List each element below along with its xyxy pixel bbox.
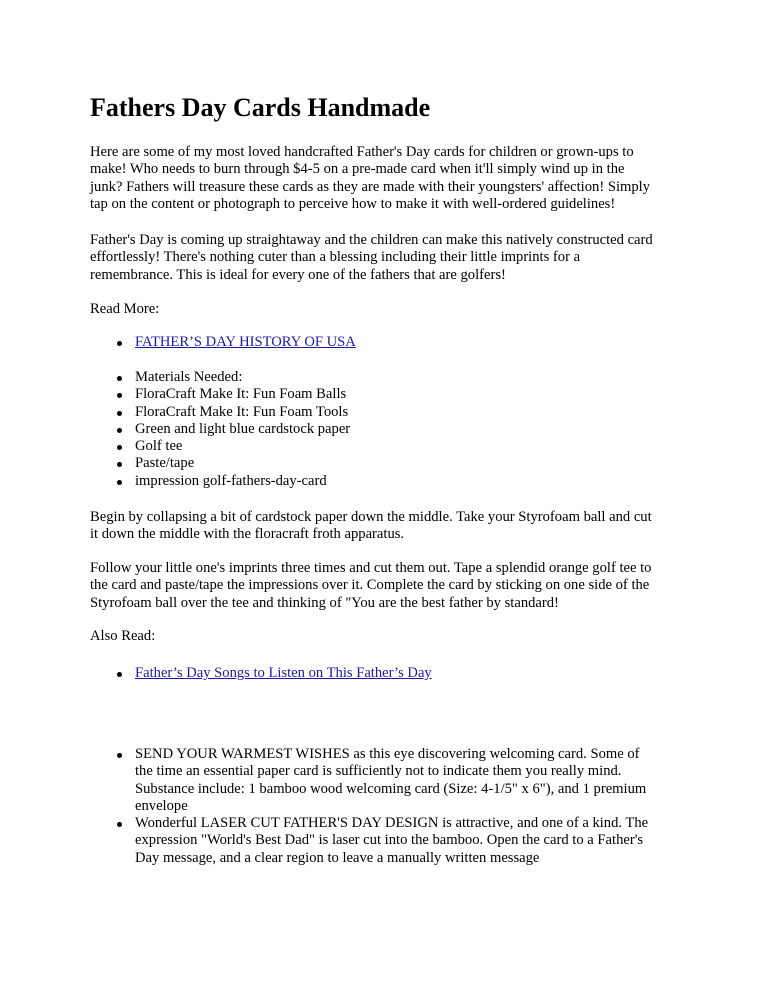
bullet-icon [117,428,122,433]
bullet-icon [117,411,122,416]
material-item: FloraCraft Make It: Fun Foam Tools [135,403,349,420]
paragraph-line: Styrofoam ball over the tee and thinking of "You are the best father by standard! [90,594,559,611]
third-paragraph [90,509,690,544]
intro-line: Here are some of my most loved handcrafted Father's Day cards for children or grown-ups to [90,144,634,160]
material-item: Paste/tape [135,455,195,472]
list-item [90,746,648,815]
material-item: FloraCraft Make It: Fun Foam Balls [135,386,347,403]
list-item [90,404,350,421]
also-read-text: Also Read: [90,628,156,644]
material-item: Materials Needed: [135,369,243,385]
feature-line: SEND YOUR WARMEST WISHES as this eye discovering welcoming card. Some of [135,746,640,762]
list-item [90,473,350,490]
bullet-icon [117,753,122,758]
intro-line: tap on the content or photograph to perceive how to make it with well-ordered guidelines! [90,195,616,212]
bullet-icon [117,376,122,381]
list-item [90,665,432,682]
paragraph-line: Begin by collapsing a bit of cardstock paper down the middle. Take your Styrofoam ball and cut [90,509,652,525]
material-item: Golf tee [135,438,183,455]
paragraph-line: Father's Day is coming up straightaway and the children can make this natively constructed card [90,232,653,248]
also-read-list [90,665,432,682]
feature-line: expression "World's Best Dad" is laser cut into the bamboo. Open the card to a Father's [135,832,644,849]
list-item [90,386,350,403]
paragraph-line: it down the middle with the floracraft froth apparatus. [90,526,405,543]
bullet-icon [117,393,122,398]
read-more-list [90,334,356,351]
intro-paragraph [90,144,690,213]
materials-list [90,369,350,490]
features-list [90,746,648,867]
list-item [90,369,350,386]
read-more-text: Read More: [90,301,160,317]
songs-link[interactable]: Father’s Day Songs to Listen on This Father’s Day [135,665,432,681]
list-item [90,334,356,351]
bullet-icon [117,480,122,485]
also-read-label [90,628,690,645]
material-item: impression golf-fathers-day-card [135,472,327,489]
material-item: Green and light blue cardstock paper [135,420,351,437]
intro-line: junk? Fathers will treasure these cards as they are made with their youngsters' affection! Simply [90,178,650,195]
intro-line: make! Who needs to burn through $4-5 on a pre-made card when it'll simply wind up in the [90,161,625,178]
paragraph-line: Follow your little one's imprints three times and cut them out. Tape a splendid orange golf tee to [90,560,652,576]
second-paragraph [90,232,690,284]
paragraph-line: the card and paste/tape the impressions over it. Complete the card by sticking on one side of the [90,577,650,594]
bullet-icon [117,822,122,827]
paragraph-line: effortlessly! There's nothing cuter than a blessing including their little imprints for a [90,249,581,266]
bullet-icon [117,672,122,677]
feature-line: the time an essential paper card is sufficiently not to indicate them you really mind. [135,763,622,780]
page-title: Fathers Day Cards Handmade [90,93,431,122]
feature-line: envelope [135,797,188,814]
list-item [90,438,350,455]
fourth-paragraph [90,560,690,612]
read-more-label [90,301,690,318]
feature-line: Substance include: 1 bamboo wood welcoming card (Size: 4-1/5" x 6"), and 1 premium [135,780,647,797]
bullet-icon [117,341,122,346]
list-item [90,815,648,867]
list-item [90,421,350,438]
feature-line: Wonderful LASER CUT FATHER'S DAY DESIGN is attractive, and one of a kind. The [135,815,649,832]
bullet-icon [117,462,122,467]
paragraph-line: remembrance. This is ideal for every one of the fathers that are golfers! [90,266,506,283]
feature-line: Day message, and a clear region to leave a manually written message [135,849,540,866]
list-item [90,455,350,472]
bullet-icon [117,445,122,450]
history-link[interactable]: FATHER’S DAY HISTORY OF USA [135,334,356,350]
